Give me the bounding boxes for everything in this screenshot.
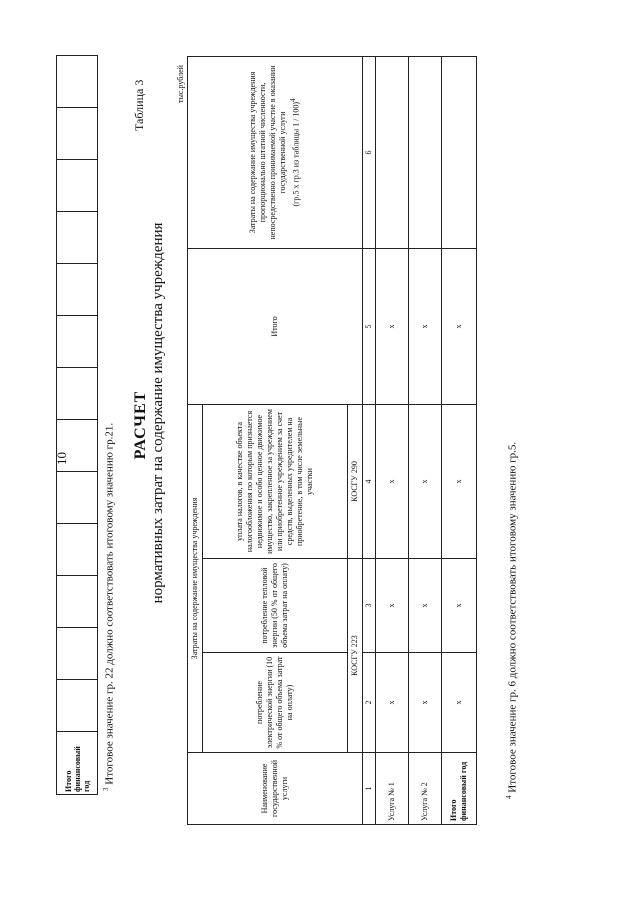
tax-header: уплата налогов, в качестве объекта налогообложения по которым признается недвижимое и особо ценное движимое имущество, закрепленное за учреждением или приобретенное учреждением за счет средств, выделенных учредителем на приобретение, в том числе земельные участки xyxy=(203,404,348,558)
result-formula: (гр.5 х гр.3 из таблицы 1 / 100) xyxy=(291,101,301,207)
document-subtitle: нормативных затрат на содержание имущества учреждения xyxy=(150,222,166,604)
table-label: Таблица 3 xyxy=(132,79,146,131)
heat-header: потребление тепловой энергии (50 % от общего объема затрат на оплату) xyxy=(203,559,348,653)
table-cell xyxy=(57,212,98,264)
table-row xyxy=(409,56,442,824)
table-cell xyxy=(57,680,98,732)
result-header xyxy=(188,56,363,248)
kosgu-290: КОСГУ 290 xyxy=(348,404,363,558)
group-header: Затраты на содержание имущества учреждения xyxy=(188,404,203,752)
table-cell xyxy=(409,56,442,248)
table-cell xyxy=(57,108,98,160)
table-row xyxy=(57,56,98,795)
table-cell xyxy=(57,316,98,368)
continuation-table xyxy=(56,55,98,795)
document-title: РАСЧЕТ xyxy=(132,390,149,460)
table-cell: х xyxy=(409,559,442,653)
table-cell: х xyxy=(409,248,442,404)
kosgu-223: КОСГУ 223 xyxy=(348,559,363,753)
column-number: 2 xyxy=(363,653,376,753)
result-header-text: Затраты на содержание имущества учреждения пропорционально штатной численности, непосредственно принимаемой участие в оказании государственной услуги xyxy=(248,65,288,240)
total-header: Итого xyxy=(188,248,363,404)
footnote-3 xyxy=(102,423,116,791)
result-footnote-marker: 4 xyxy=(289,98,298,102)
cost-table xyxy=(187,56,477,825)
total-label-cell: Итого финансовый год xyxy=(57,732,98,795)
table-cell: х xyxy=(442,248,477,404)
table-cell: х xyxy=(442,559,477,653)
table-row xyxy=(376,56,409,824)
table-cell: х xyxy=(376,559,409,653)
table-cell xyxy=(57,368,98,420)
table-cell xyxy=(57,576,98,628)
table-cell xyxy=(57,160,98,212)
table-cell: х xyxy=(442,404,477,558)
column-number: 6 xyxy=(363,56,376,248)
table-cell xyxy=(57,628,98,680)
table-cell: х xyxy=(376,248,409,404)
footnote-text: Итоговое значение гр. 22 должно соответствовать итоговому значению гр.21. xyxy=(103,422,116,785)
service-name-header: Наименование государственной услуги xyxy=(188,753,363,825)
table-cell xyxy=(57,264,98,316)
table-cell: х xyxy=(376,653,409,753)
column-number: 3 xyxy=(363,559,376,653)
units-label: тыс.рублей xyxy=(176,65,185,103)
table-row xyxy=(188,56,203,824)
table-cell xyxy=(442,56,477,248)
table-cell: х xyxy=(409,653,442,753)
electric-header: потребление электрической энергии (10 % от общего объема затрат на оплату) xyxy=(203,653,348,753)
column-number: 1 xyxy=(363,753,376,825)
table-cell xyxy=(57,56,98,108)
table-cell xyxy=(57,472,98,524)
column-numbers-row xyxy=(363,56,376,824)
table-cell: х xyxy=(442,653,477,753)
column-number: 4 xyxy=(363,404,376,558)
footnote-text: Итоговое значение гр. 6 должно соответствовать итоговому значению гр.5. xyxy=(506,441,519,793)
footnote-marker: 3 xyxy=(102,787,110,791)
footnote-marker: 4 xyxy=(505,795,513,799)
table-cell: х xyxy=(376,404,409,558)
total-label: Итого финансовый год xyxy=(442,753,477,825)
total-row xyxy=(442,56,477,824)
page-number: 10 xyxy=(54,452,69,465)
footnote-4 xyxy=(505,442,519,799)
service-name: Услуга № 1 xyxy=(376,753,409,825)
table-cell: х xyxy=(409,404,442,558)
table-cell xyxy=(376,56,409,248)
table-cell xyxy=(57,524,98,576)
service-name: Услуга № 2 xyxy=(409,753,442,825)
column-number: 5 xyxy=(363,248,376,404)
table-cell xyxy=(57,420,98,472)
